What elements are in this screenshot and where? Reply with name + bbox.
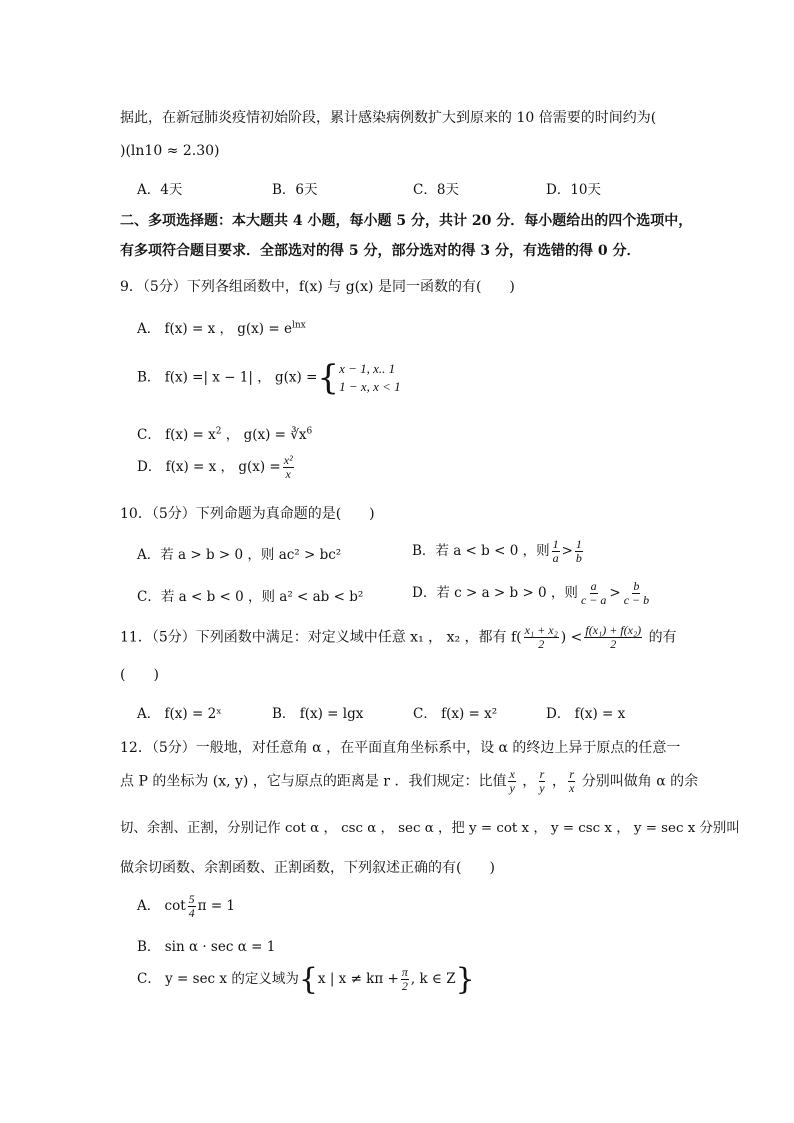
q12-line-2-suffix: 分别叫做角 α 的余 xyxy=(577,773,699,790)
q10-b-d2: b xyxy=(575,551,582,565)
q8-option-d: D．10天 xyxy=(546,182,602,198)
left-brace-icon: { xyxy=(298,962,318,997)
q11-stem-suffix: 的有 xyxy=(644,629,677,646)
q11-option-d: D． f(x) = x xyxy=(546,706,626,722)
q11-option-a: A． f(x) = 2ˣ xyxy=(137,706,222,722)
q12-c-d: 2 xyxy=(401,979,408,993)
q12-a-frac xyxy=(188,893,196,920)
q10-option-d-text: D．若 c > a > b > 0 ，则 xyxy=(412,585,578,601)
q12-f1d: y xyxy=(509,781,515,795)
q8-option-b: B．6天 xyxy=(272,182,318,198)
section2-line-2: 有多项符合题目要求．全部选对的得 5 分，部分选对的得 3 分，有选错的得 0 分． xyxy=(120,243,641,259)
q12-frac-2 xyxy=(538,768,545,795)
q11-line-2: ( ) xyxy=(120,667,159,683)
left-brace-icon: { xyxy=(317,358,340,398)
q12-option-a-suffix: π = 1 xyxy=(197,898,236,914)
q10-d-n1: a xyxy=(590,579,597,593)
q10-b-n1: 1 xyxy=(552,537,559,551)
q11-frac-2 xyxy=(584,624,642,651)
q11-frac-1 xyxy=(524,624,559,651)
q9-option-c-root: ∛x xyxy=(290,427,307,443)
q10-d-frac-2 xyxy=(623,580,650,607)
q10-d-frac-1 xyxy=(580,580,607,607)
q9-option-d-text: D． f(x) = x ， g(x) = xyxy=(137,459,281,475)
right-brace-icon: } xyxy=(455,962,475,997)
q12-f2d: y xyxy=(539,781,545,795)
q9-option-c-text: C． f(x) = x xyxy=(137,427,216,443)
q12-frac-3 xyxy=(568,768,575,795)
q12-option-a xyxy=(137,893,235,920)
q10-b-frac-1 xyxy=(552,538,560,565)
q11-stem-mid: ) < xyxy=(560,629,583,646)
q12-line-2-prefix: 点 P 的坐标为 (x, y) ，它与原点的距离是 r ．我们规定：比值 xyxy=(120,773,507,790)
q9-option-a xyxy=(137,317,306,337)
q9-case-2: 1 − x, x < 1 xyxy=(339,379,401,394)
q9-option-c xyxy=(137,423,312,443)
q9-d-num: x² xyxy=(283,453,293,467)
q9-option-a-text: A． f(x) = x ， g(x) = e xyxy=(137,321,292,337)
intro-line-2: )(ln10 ≈ 2.30) xyxy=(120,143,220,159)
q9-case-1: x − 1, x.. 1 xyxy=(339,361,396,376)
q10-b-n2: 1 xyxy=(575,537,582,551)
q12-f2n: r xyxy=(539,767,545,781)
q10-b-d1: a xyxy=(552,551,559,565)
q12-option-c xyxy=(137,962,475,997)
q9-option-b xyxy=(137,358,401,398)
q12-a-d: 4 xyxy=(188,906,195,920)
q12-a-n: 5 xyxy=(188,892,195,906)
q12-frac-1 xyxy=(508,768,515,795)
q9-option-a-sup: lnx xyxy=(291,320,306,331)
q10-option-d xyxy=(412,580,652,607)
q11-d2: 2 xyxy=(610,637,617,651)
q12-c-frac xyxy=(401,966,409,993)
q11-d1: 2 xyxy=(538,637,545,651)
q10-b-gt: > xyxy=(561,543,573,559)
q12-option-a-text: A． cot xyxy=(137,898,186,914)
q12-option-b: B． sin α · sec α = 1 xyxy=(137,939,276,955)
q10-stem: 10．（5分）下列命题为真命题的是( ) xyxy=(120,506,375,522)
q10-option-a: A．若 a > b > 0 ，则 ac² > bc² xyxy=(137,547,342,563)
q12-c-n: π xyxy=(401,965,408,979)
q11-stem xyxy=(120,624,677,651)
q10-d-d1: c − a xyxy=(580,593,607,607)
q9-d-fraction xyxy=(283,454,294,481)
q12-line-4: 做余切函数、余割函数、正割函数，下列叙述正确的有( ) xyxy=(120,860,495,876)
q10-d-d2: c − b xyxy=(623,593,650,607)
q12-c-set-right: , k ∈ Z xyxy=(410,971,456,987)
section2-line-1: 二、多项选择题：本大题共 4 小题，每小题 5 分，共计 20 分．每小题给出的四个选项中， xyxy=(120,213,693,229)
q12-line-2 xyxy=(120,768,698,795)
q10-option-b xyxy=(412,538,585,565)
q11-option-b: B． f(x) = lgx xyxy=(272,706,364,722)
q12-sep-2: ， xyxy=(547,773,567,790)
q10-option-c: C．若 a < b < 0 ，则 a² < ab < b² xyxy=(137,589,364,605)
q12-f1n: x xyxy=(509,767,515,781)
q11-n2: f(x₁) + f(x₂) xyxy=(585,623,642,637)
q10-option-b-text: B．若 a < b < 0 ，则 xyxy=(412,543,550,559)
q9-option-b-cases xyxy=(339,360,401,396)
q12-c-set-left: x | x ≠ kπ + xyxy=(317,971,399,987)
q9-option-b-text: B． f(x) =| x − 1| ， g(x) = xyxy=(137,369,318,386)
q12-line-3: 切、余割、正割，分别记作 cot α ， csc α ， sec α ，把 y = cot x ， y = csc x ， y = sec x 分别叫 xyxy=(120,821,740,836)
q9-c-exponent: 2 xyxy=(215,426,222,437)
intro-line-1: 据此，在新冠肺炎疫情初始阶段，累计感染病例数扩大到原来的 10 倍需要的时间约为( xyxy=(120,110,657,126)
q10-b-frac-2 xyxy=(575,538,583,565)
q12-f3n: r xyxy=(569,767,575,781)
q8-option-a: A．4天 xyxy=(137,182,183,198)
q9-option-d xyxy=(137,454,296,481)
q12-option-c-text: C． y = sec x 的定义域为 xyxy=(137,971,299,987)
q12-f3d: x xyxy=(569,781,575,795)
q9-d-den: x xyxy=(285,467,291,481)
q9-stem: 9．（5分）下列各组函数中，f(x) 与 g(x) 是同一函数的有( ) xyxy=(120,279,515,295)
q12-sep-1: ， xyxy=(517,773,537,790)
q11-n1: x₁ + x₂ xyxy=(524,623,558,637)
q10-d-n2: b xyxy=(633,579,640,593)
q10-d-gt: > xyxy=(609,585,621,601)
q8-option-c: C．8天 xyxy=(413,182,459,198)
q11-option-c: C． f(x) = x² xyxy=(413,706,498,722)
q11-stem-prefix: 11．（5分）下列函数中满足：对定义域中任意 x₁ ， x₂ ，都有 f( xyxy=(120,629,522,646)
q12-line-1: 12．（5分）一般地，对任意角 α ，在平面直角坐标系中，设 α 的终边上异于原点的任意一 xyxy=(120,740,681,756)
q9-option-c-mid: ， g(x) = xyxy=(221,427,286,443)
q9-c-root-exp: 6 xyxy=(306,426,313,437)
